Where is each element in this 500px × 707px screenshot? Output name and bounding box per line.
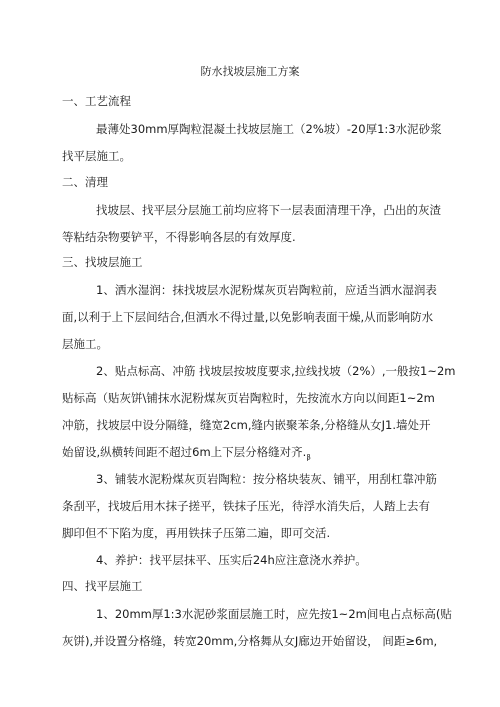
paragraph-line: 脚印但不下陷为度，再用铁抹子压第二遍，即可交活. [62,526,331,540]
paragraph-wetting [62,277,440,358]
section-heading-cleaning: 二、清理 [62,175,108,189]
paragraph-line: 找平层施工。 [62,149,131,163]
section-heading-process: 一、工艺流程 [62,94,131,108]
paragraph-line: 面,以利于上下层间结合,但洒水不得过量,以免影响表面干燥,从而影响防水 [62,310,434,324]
paragraph-line: 1、洒水湿润：抹找坡层水泥粉煤灰页岩陶粒前，应适当洒水湿润表 [96,283,437,297]
paragraph-mortar [62,601,452,655]
paragraph-line: 3、铺装水泥粉煤灰页岩陶粒：按分格块装灰、铺平，用刮杠靠冲筋 [96,472,437,486]
paragraph-line: 2、贴点标高、冲筋 找坡层按坡度要求,拉线找坡（2%）,一般按1~2m [96,364,456,378]
paragraph-line: 条刮平，找坡后用木抹子搓平，铁抹子压光，待浮水消失后，人踏上去有 [62,499,430,513]
document-title: 防水找坡层施工方案 [200,65,300,78]
section-heading-leveling-layer: 四、找平层施工 [62,579,143,593]
paragraph-cleaning [62,197,440,251]
paragraph-line: 等粘结杂物要铲平，不得影响各层的有效厚度. [62,230,296,244]
paragraph-line: 冲筋，找坡层中设分隔缝，缝宽2cm,缝内嵌聚苯条,分格缝从女J1.墙处开 [62,418,431,432]
paragraph-paving [62,466,440,547]
paragraph-line: 找坡层、找平层分层施工前均应将下一层表面清理干净，凸出的灰渣 [96,203,441,217]
paragraph-line: 4、养护：找平层抹平、压实后24h应注意浇水养护。 [96,553,367,567]
subscript-mark: β [306,453,311,462]
paragraph-line-text: 始留设,纵横转间距不超过6m上下层分格缝对齐. [62,445,307,459]
paragraph-line: 灰饼),并设置分格缝，转宽20mm,分格舞从女J廊边开始留设， 间距≥6m, [62,634,438,648]
paragraph-elevation-marks [62,358,456,471]
section-heading-slope-layer: 三、找坡层施工 [62,255,143,269]
paragraph-process [62,116,440,170]
paragraph-line: 最薄处30mm厚陶粒混凝土找坡层施工（2%坡）-20厚1:3水泥砂浆 [96,122,442,136]
paragraph-line: 1、20mm厚1:3水泥砂浆面层施工时，应先按1~2m间电占点标高(贴 [96,607,452,621]
paragraph-curing [62,547,440,574]
paragraph-line: 贴标高（贴灰饼\铺抹水泥粉煤灰页岩陶粒时，先按流水方向以间距1~2m [62,391,435,405]
paragraph-line: 层施工。 [62,337,108,351]
